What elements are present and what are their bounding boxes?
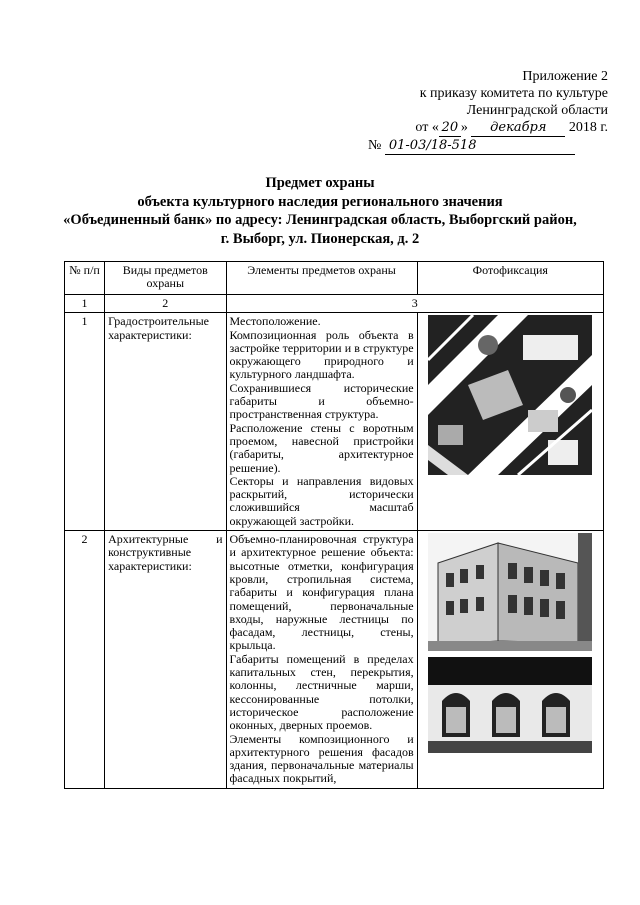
row2-elements: Объемно-планировочная структура и архитектурное решение объекта: высотные отметки, конфигурация кровли, стропильная система, габариты и конфигурация плана помещений, первоначальные входы, наружные лестницы по фасадам, лестницы, стены, крыльца. Габариты помещений в пределах капитальных стен, перекрытия, колонны, лестничные марши, кессонированные потолки, историческое расположение оконных, дверных проемов. Элементы композиционного и архитектурного решения фасадов здания, первоначальные материалы фасадных покрытий, (226, 531, 417, 789)
order-date-line: от « 20 » декабря 2018 г. (415, 120, 608, 135)
order-number: 01-03/18-518 (385, 137, 575, 155)
building-facade-photo (428, 533, 592, 651)
document-header (368, 68, 608, 155)
col-header-elements: Элементы предметов охраны (226, 262, 417, 295)
col-header-photo: Фотофиксация (417, 262, 603, 295)
table-numbering-row: 1 2 3 (65, 295, 604, 313)
col-header-kind: Виды предметов охраны (105, 262, 226, 295)
row2-photo-cell (417, 531, 603, 789)
region-line: Ленинградской области (466, 103, 608, 118)
document-title: Предмет охраны объекта культурного наследия регионального значения «Объединенный банк» по адресу: Ленинградская область, Выборгский район, г. Выборг, ул. Пионерская, д. 2 (63, 175, 577, 247)
col-header-number: № п/п (65, 262, 105, 295)
date-year: 2018 г. (568, 120, 608, 135)
date-month: декабря (471, 119, 565, 137)
table-row: 1 Градостроительные характеристики: Местоположение. Композиционная роль объекта в застройке территории и в структуре окружающего природного и культурного ландшафта. Сохранившиеся исторические габариты и объемно-пространственная структура. Расположение стены с воротным проемом, навесной пристройки (габариты, архитектурное решение). Секторы и направления видовых раскрытий, исторически сложившийся масштаб окружающей застройки. (65, 313, 604, 531)
table-header-row (65, 262, 604, 295)
row1-elements: Местоположение. Композиционная роль объекта в застройке территории и в структуре окружающего природного и культурного ландшафта. Сохранившиеся исторические габариты и объемно-пространственная структура. Расположение стены с воротным проемом, навесной пристройки (габариты, архитектурное решение). Секторы и направления видовых раскрытий, исторически сложившийся масштаб окружающей застройки. (226, 313, 417, 531)
row1-photo-cell (417, 313, 603, 531)
order-ref-line: к приказу комитета по культуре (419, 86, 608, 101)
aerial-map-photo (428, 315, 592, 475)
facade-detail-photo (428, 657, 592, 753)
protection-table (64, 261, 604, 789)
appendix-label: Приложение 2 (522, 69, 608, 84)
order-number-line: № 01-03/18-518 (368, 137, 608, 155)
table-row: 2 Архитектурные и конструктивные характеристики: Объемно-планировочная структура и архитектурное решение объекта: высотные отметки, конфигурация кровли, стропильная система, габариты и конфигурация плана помещений, первоначальные входы, наружные лестницы по фасадам, лестницы, стены, крыльца. Габариты помещений в пределах капитальных стен, перекрытия, колонны, лестничные марши, кессонированные потолки, историческое расположение оконных, дверных проемов. Элементы композиционного и архитектурного решения фасадов здания, первоначальные материалы фасадных покрытий, (65, 531, 604, 789)
date-day: 20 (439, 119, 461, 137)
